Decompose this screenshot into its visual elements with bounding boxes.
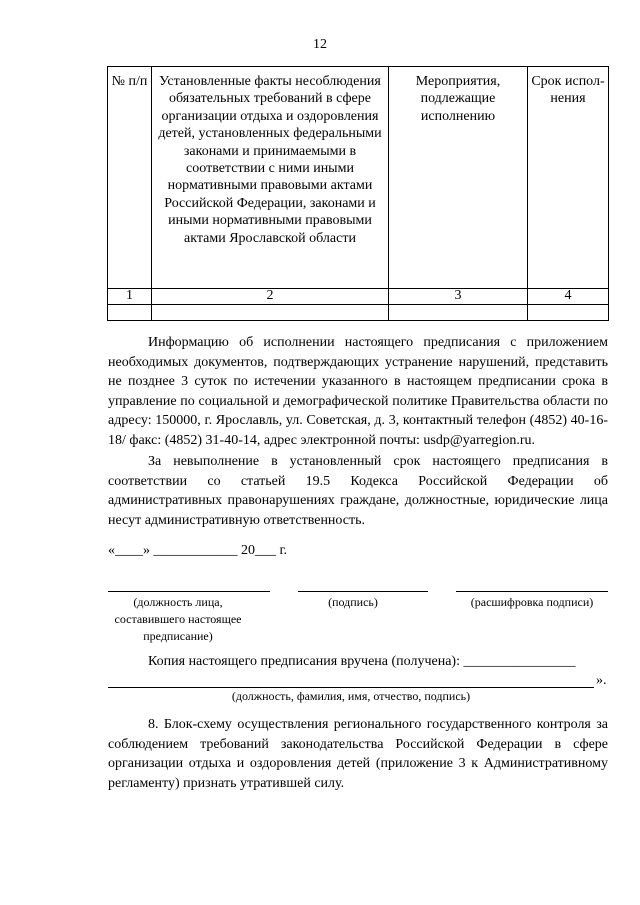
header-deadline: Срок испол-нения — [528, 67, 609, 289]
col-number-4: 4 — [528, 289, 609, 305]
header-measures: Мероприятия, подлежащие исполнению — [389, 67, 528, 289]
copy-received-text: Копия настоящего предписания вручена (получена): ________________ — [148, 654, 576, 669]
table-cell — [389, 305, 528, 321]
decoding-caption: (расшифровка подписи) — [470, 595, 594, 609]
item-8-paragraph: 8. Блок-схему осуществления регионального государственного контроля за соблюдением требований законодательства Российской Федерации в сфере организации отдыха и оздоровления детей (приложение 3 к Административному регламенту) признать утратившей силу. — [108, 717, 608, 791]
signature-line — [298, 591, 428, 592]
copy-recipient-caption: (должность, фамилия, имя, отчество, подпись) — [231, 689, 471, 703]
table-cell — [152, 305, 389, 321]
copy-closing-quote: ». — [596, 673, 607, 688]
header-number: № п/п — [108, 67, 152, 289]
header-violations: Установленные факты несоблюдения обязательных требований в сфере организации отдыха и оздоровления детей, установленных федеральными законами и принимаемыми в соответствии с ними иными нормативными правовыми актами Российской Федерации, законами и иными нормативными правовыми актами Ярославской области — [152, 67, 389, 289]
table-cell — [108, 305, 152, 321]
violations-table — [107, 66, 609, 321]
position-caption: (должность лица, составившего настоящее предписание) — [114, 595, 242, 643]
signature-caption: (подпись) — [328, 595, 378, 609]
position-signature-line — [108, 591, 270, 592]
table-row — [108, 305, 609, 321]
liability-paragraph: За невыполнение в установленный срок настоящего предписания в соответствии со статьей 19.5 Кодекса Российской Федерации об административных правонарушениях граждане, должностные, юридические лица несут административную ответственность. — [108, 454, 608, 528]
date-line: «____» ____________ 20___ г. — [108, 543, 288, 558]
execution-info-paragraph: Информацию об исполнении настоящего предписания с приложением необходимых документов, подтверждающих устранение нарушений, представить не позднее 3 суток по истечении указанного в настоящем предписании срока в управление по социальной и демографической политике Правительства области по адресу: 150000, г. Ярославль, ул. Советская, д. 3, контактный телефон (4852) 40-16-18/ факс: (4852) 31-40-14, адрес электронной почты: usdp@yarregion.ru. — [108, 335, 608, 448]
page-number: 12 — [313, 37, 327, 52]
table-cell — [528, 305, 609, 321]
decoding-signature-line — [456, 591, 608, 592]
table-numbering-row — [108, 289, 609, 305]
col-number-3: 3 — [389, 289, 528, 305]
table-header-row — [108, 67, 609, 289]
col-number-2: 2 — [152, 289, 389, 305]
col-number-1: 1 — [108, 289, 152, 305]
